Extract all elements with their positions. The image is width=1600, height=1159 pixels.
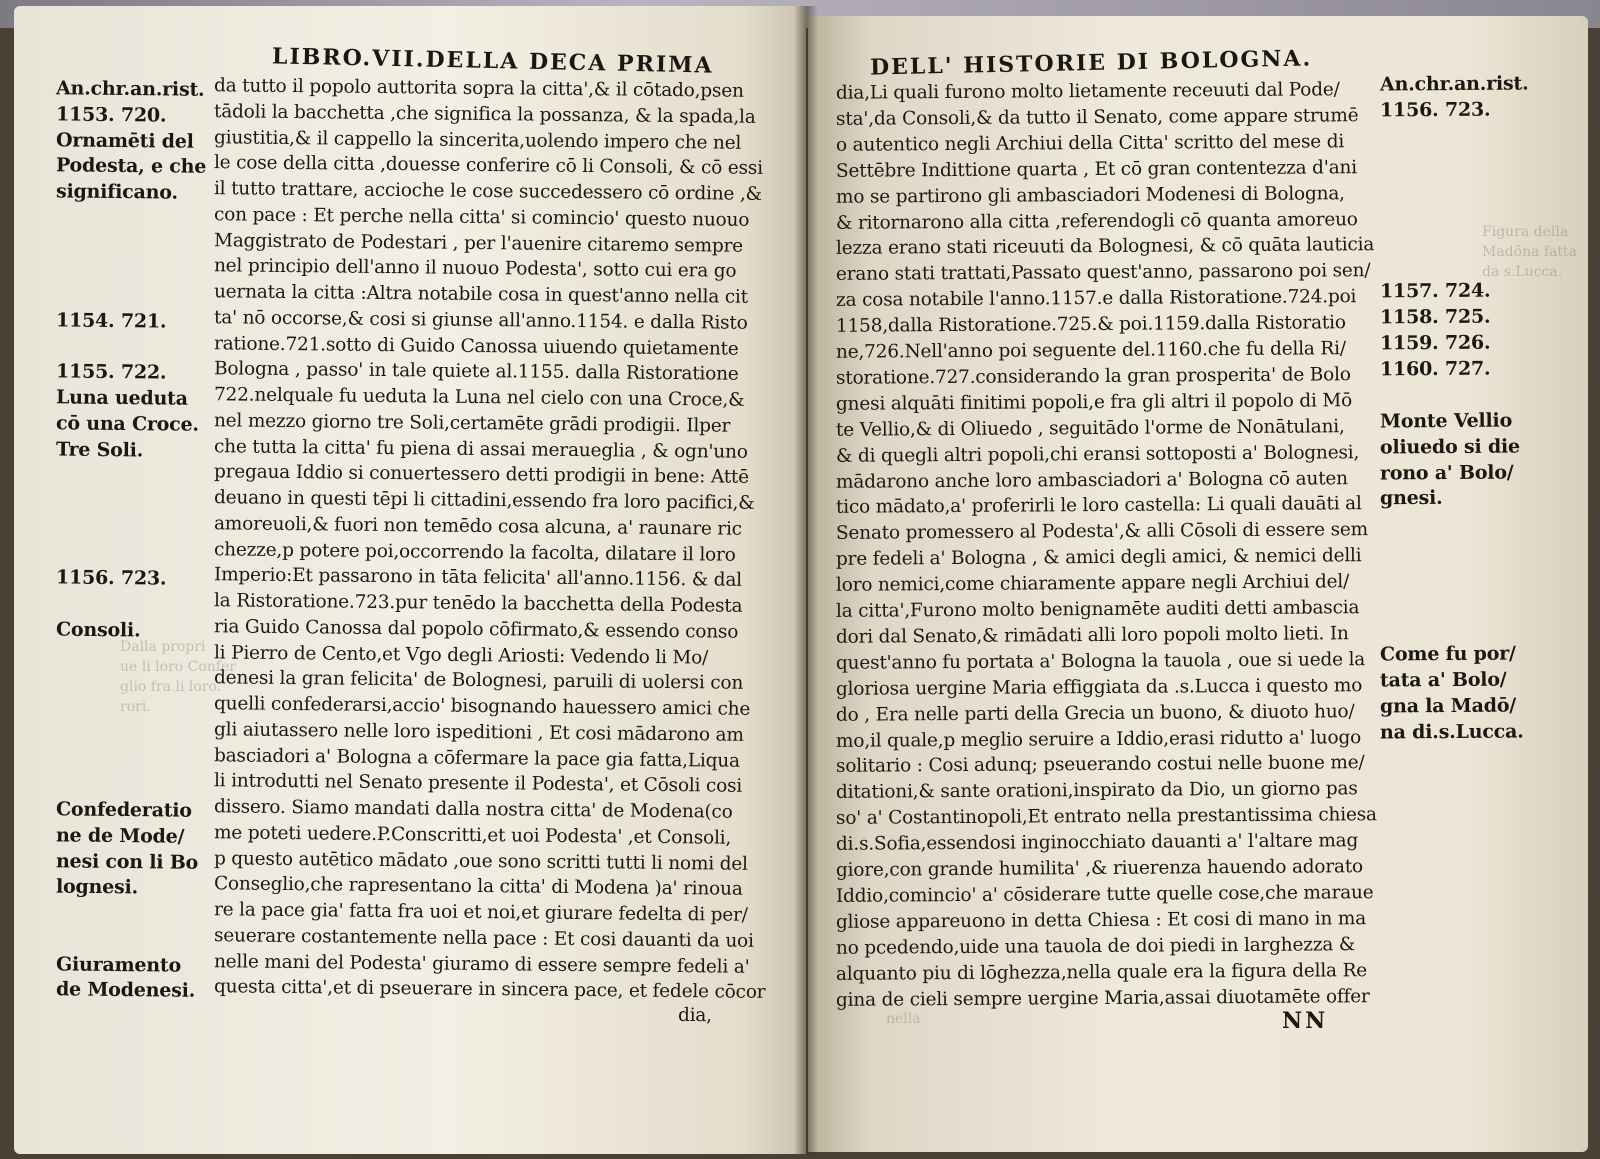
right-body-line: so' a' Costantinopoli,Et entrato nella prestantissima chiesa bbox=[835, 804, 1377, 830]
right-body-line: sta',da Consoli,& da tutto il Senato, come appare strumē bbox=[835, 105, 1359, 130]
left-body-line: pregaua Iddio si conuertessero detti prodigii in bene: Attē bbox=[213, 461, 750, 489]
right-margin-note: 1156. 723. bbox=[1379, 98, 1491, 122]
right-margin-note: Come fu por/ bbox=[1379, 642, 1516, 666]
right-margin-note: oliuedo si die bbox=[1379, 435, 1520, 459]
left-margin-note: de Modenesi. bbox=[55, 978, 196, 1002]
left-body-line: li Pierro de Cento,et Vgo degli Ariosti: Vedendo li Mo/ bbox=[213, 641, 709, 669]
left-margin-note: 1155. 722. bbox=[55, 360, 167, 384]
right-body-line: no pcedendo,uide una tauola de doi piedi in larghezza & bbox=[835, 933, 1356, 959]
right-body-line: di.s.Sofia,essendosi inginocchiato dauanti a' l'altare mag bbox=[835, 830, 1359, 855]
left-margin-note: nesi con li Bo bbox=[55, 849, 199, 874]
left-margin-note: Podesta, e che bbox=[55, 154, 207, 179]
left-body-line: re la pace gia' fatta fra uoi et noi,et giurare fedelta di per/ bbox=[213, 899, 748, 926]
right-body-line: Settēbre Indittione quarta , Et cō gran contentezza d'ani bbox=[835, 156, 1357, 182]
left-body-line: Bologna , passo' in tale quiete al.1155. dalla Ristoratione bbox=[213, 358, 739, 385]
left-body-line: da tutto il popolo auttorita sopra la citta',& il cōtado,psen bbox=[213, 75, 744, 102]
left-body-line: Imperio:Et passarono in tāta felicita' all'anno.1156. & dal bbox=[213, 564, 743, 592]
left-page-header: LIBRO.VII.DELLA DECA PRIMA bbox=[271, 43, 714, 79]
left-body-line: le cose della citta ,douesse conferire cō li Consoli, & cō essi bbox=[213, 152, 763, 180]
right-margin-note: 1159. 726. bbox=[1379, 331, 1491, 355]
right-body-line: dori dal Senato,& rimādati alli loro popoli molto lieti. In bbox=[835, 623, 1349, 648]
left-margin-note: 1156. 723. bbox=[55, 566, 167, 590]
left-body-line: gli aiutassero nelle loro ispeditioni , Et cosi mādarono am bbox=[213, 718, 744, 746]
right-body-line: erano stati trattati,Passato quest'anno, passarono poi sen/ bbox=[835, 260, 1371, 286]
left-body-line: Maggistrato de Podestari , per l'auenire citaremo sempre bbox=[213, 229, 744, 257]
left-body-line: dia, bbox=[677, 1004, 712, 1027]
bleed-through-text: ue li loro Confer bbox=[120, 659, 236, 675]
right-body-line: Senato promessero al Podesta',& alli Cōsoli di essere sem bbox=[835, 519, 1369, 545]
right-body-line: do , Era nelle parti della Grecia un buono, & diuoto huo/ bbox=[835, 700, 1355, 726]
right-body-line: la citta',Furono molto benignamēte auditi detti ambascia bbox=[835, 597, 1360, 622]
left-body-line: p questo autētico mādato ,oue sono scritti tutti li nomi del bbox=[213, 847, 748, 875]
right-body-line: gliose appareuono in detta Chiesa : Et cosi di mano in ma bbox=[835, 907, 1367, 933]
left-body-line: giustitia,& il cappello la sincerita,uolendo impero che nel bbox=[213, 126, 742, 154]
right-margin-note: tata a' Bolo/ bbox=[1379, 668, 1507, 692]
right-body-line: Iddio,comincio' a' cōsiderare tutte quelle cose,che maraue bbox=[835, 882, 1374, 907]
right-body-line: storatione.727.considerando la gran prosperita' de Bolo bbox=[835, 364, 1351, 389]
right-margin-note: Monte Vellio bbox=[1379, 409, 1513, 433]
left-margin-note: Tre Soli. bbox=[55, 438, 144, 461]
right-page-header: DELL' HISTORIE DI BOLOGNA. bbox=[869, 45, 1313, 81]
right-body-line: & di quegli altri popoli,chi eransi sottoposti a' Bolognesi, bbox=[835, 441, 1360, 467]
bleed-through-text: Figura della bbox=[1482, 224, 1569, 240]
right-body-line: dia,Li quali furono molto lietamente receuuti dal Pode/ bbox=[835, 79, 1340, 104]
bleed-through-text: rori. bbox=[120, 699, 151, 715]
bleed-through-text: Dalla propri bbox=[120, 639, 206, 655]
right-body-line: mo,il quale,p meglio seruire a Iddio,erasi ridutto a' luogo bbox=[835, 726, 1362, 752]
left-body-line: li introdutti nel Senato presente il Podesta', et Cōsoli cosi bbox=[213, 770, 743, 798]
right-body-line: loro nemici,come chiaramente appare negli Archiui del/ bbox=[835, 571, 1350, 596]
left-body-line: chezze,p potere poi,occorrendo la facolta, dilatare il loro bbox=[213, 538, 736, 566]
left-body-line: amoreuoli,& fuori non temēdo cosa alcuna, a' raunare ric bbox=[213, 512, 743, 540]
left-body-line: seuerare costantemente nella pace : Et cosi dauanti da uoi bbox=[213, 924, 754, 952]
bleed-through-text: nella bbox=[886, 1011, 921, 1027]
left-body-line: nelle mani del Podesta' giuramo di essere sempre fedeli a' bbox=[213, 950, 750, 978]
right-margin-note: 1157. 724. bbox=[1379, 279, 1491, 303]
left-margin-note: Consoli. bbox=[55, 618, 141, 642]
right-body-line: te Vellio,& di Oliuedo , seguitādo l'orme de Nonātulani, bbox=[835, 415, 1345, 441]
left-margin-note: Luna ueduta bbox=[55, 386, 188, 410]
right-margin-note: gna la Madō/ bbox=[1379, 694, 1517, 718]
right-body-line: ditationi,& sante orationi,inspirato da Dio, un giorno pas bbox=[835, 778, 1358, 804]
right-body-line: solitario : Cosi adunq; pseuerando costui nelle buone me/ bbox=[835, 752, 1365, 778]
right-body-line: tico mādato,a' proferirli le loro castella: Li quali dauāti al bbox=[835, 493, 1362, 519]
left-margin-note: An.chr.an.rist. bbox=[55, 77, 205, 101]
left-body-line: tādoli la bacchetta ,che significa la possanza, & la spada,la bbox=[213, 100, 756, 128]
right-body-line: mādarono anche loro ambasciadori a' Bologna cō auten bbox=[835, 467, 1348, 493]
left-body-line: la Ristoratione.723.pur tenēdo la bacchetta della Podesta bbox=[213, 590, 743, 617]
left-margin-note: Giuramento bbox=[55, 952, 182, 977]
right-body-line: mo se partirono gli ambasciadori Modenesi di Bologna, bbox=[835, 182, 1345, 208]
left-body-line: denesi la gran felicita' de Bolognesi, paruili di uolersi con bbox=[213, 667, 744, 695]
right-body-line: gloriosa uergine Maria effiggiata da .s.Lucca i questo mo bbox=[835, 674, 1363, 700]
left-body-line: questa citta',et di pseuerare in sincera pace, et fedele cōcor bbox=[213, 976, 766, 1004]
left-body-line: ratione.721.sotto di Guido Canossa uiuendo quietamente bbox=[213, 332, 739, 360]
left-margin-note: 1153. 720. bbox=[55, 103, 167, 127]
right-body-line: & ritornarono alla citta ,referendogli cō quanta amoreuo bbox=[835, 208, 1358, 234]
right-body-line: ne,726.Nell'anno poi seguente del.1160.che fu della Ri/ bbox=[835, 338, 1346, 363]
bleed-through-text: da s.Lucca. bbox=[1482, 264, 1563, 280]
left-margin-note: Confederatio bbox=[55, 798, 192, 822]
left-margin-note: 1154. 721. bbox=[55, 309, 167, 333]
left-margin-note: significano. bbox=[55, 180, 178, 204]
bleed-through-text: Madōna fatta bbox=[1482, 244, 1578, 260]
left-body-line: dissero. Siamo mandati dalla nostra citta' de Modena(co bbox=[213, 796, 733, 823]
left-margin-note: Ornamēti del bbox=[55, 128, 194, 153]
bleed-through-text: glio fra li loro. bbox=[120, 679, 222, 695]
left-body-line: uernata la citta :Altra notabile cosa in quest'anno nella cit bbox=[213, 281, 749, 308]
left-margin-note: ne de Mode/ bbox=[55, 824, 185, 848]
right-margin-note: gnesi. bbox=[1379, 487, 1443, 510]
right-body-line: gina de cieli sempre uergine Maria,assai diuotamēte offer bbox=[835, 985, 1370, 1011]
left-body-line: me poteti uedere.P.Conscritti,et uoi Podesta' ,et Consoli, bbox=[213, 822, 732, 849]
left-body-line: ria Guido Canossa dal popolo cōfirmato,& essendo conso bbox=[213, 616, 739, 643]
right-margin-note: 1158. 725. bbox=[1379, 305, 1491, 329]
left-body-line: che tutta la citta' fu piena di assai meraueglia , & ogn'uno bbox=[213, 435, 748, 463]
right-body-line: lezza erano stati riceuuti da Bolognesi, & cō quāta lauticia bbox=[835, 234, 1375, 260]
left-body-line: nel principio dell'anno il nuouo Podesta', sotto cui era go bbox=[213, 255, 737, 282]
right-body-line: alquanto piu di lōghezza,nella quale era la figura della Re bbox=[835, 959, 1368, 985]
left-body-line: 722.nelquale fu ueduta la Luna nel cielo con una Croce,& bbox=[213, 384, 745, 411]
right-body-line: za cosa notabile l'anno.1157.e dalla Ristoratione.724.poi bbox=[835, 286, 1357, 312]
right-body-line: 1158,dalla Ristoratione.725.& poi.1159.dalla Ristoratio bbox=[835, 312, 1346, 337]
left-body-line: basciadori a' Bologna a cōfermare la pace gia fatta,Liqua bbox=[213, 744, 740, 772]
right-body-line: pre fedeli a' Bologna , & amici degli amici, & nemici delli bbox=[835, 545, 1362, 571]
left-body-line: ta' nō occorse,& cosi si giunse all'anno.1154. e dalla Risto bbox=[213, 306, 748, 334]
left-margin-note: lognesi. bbox=[55, 875, 139, 899]
left-body-line: con pace : Et perche nella citta' si comincio' questo nuouo bbox=[213, 203, 750, 231]
right-margin-note: 1160. 727. bbox=[1379, 357, 1491, 381]
signature-mark: NN bbox=[1282, 1008, 1329, 1034]
left-margin-note: cō una Croce. bbox=[55, 412, 200, 436]
right-margin-note: na di.s.Lucca. bbox=[1379, 719, 1524, 744]
right-body-line: gnesi alquāti finitimi popoli,e fra gli altri il popolo di Mō bbox=[835, 389, 1353, 415]
left-body-line: Conseglio,che rapresentano la citta' di Modena )a' rinoua bbox=[213, 873, 743, 901]
right-body-line: o autentico negli Archiui della Citta' scritto del mese di bbox=[835, 131, 1345, 156]
left-body-line: quelli confederarsi,accio' bisognando hauessero amici che bbox=[213, 693, 751, 720]
left-body-line: il tutto trattare, accioche le cose succedessero cō ordine ,& bbox=[213, 178, 762, 205]
right-body-line: giore,con grande humilita' ,& riuerenza hauendo adorato bbox=[835, 856, 1364, 881]
left-body-line: deuano in questi tēpi li cittadini,essendo fra loro pacifici,& bbox=[213, 487, 755, 514]
book-gutter bbox=[794, 6, 818, 1154]
right-body-line: quest'anno fu portata a' Bologna la tauola , oue si uede la bbox=[835, 648, 1366, 674]
right-margin-note: An.chr.an.rist. bbox=[1379, 72, 1529, 96]
left-body-line: nel mezzo giorno tre Soli,certamēte grādi prodigii. Ilper bbox=[213, 410, 731, 437]
right-margin-note: rono a' Bolo/ bbox=[1379, 461, 1514, 484]
